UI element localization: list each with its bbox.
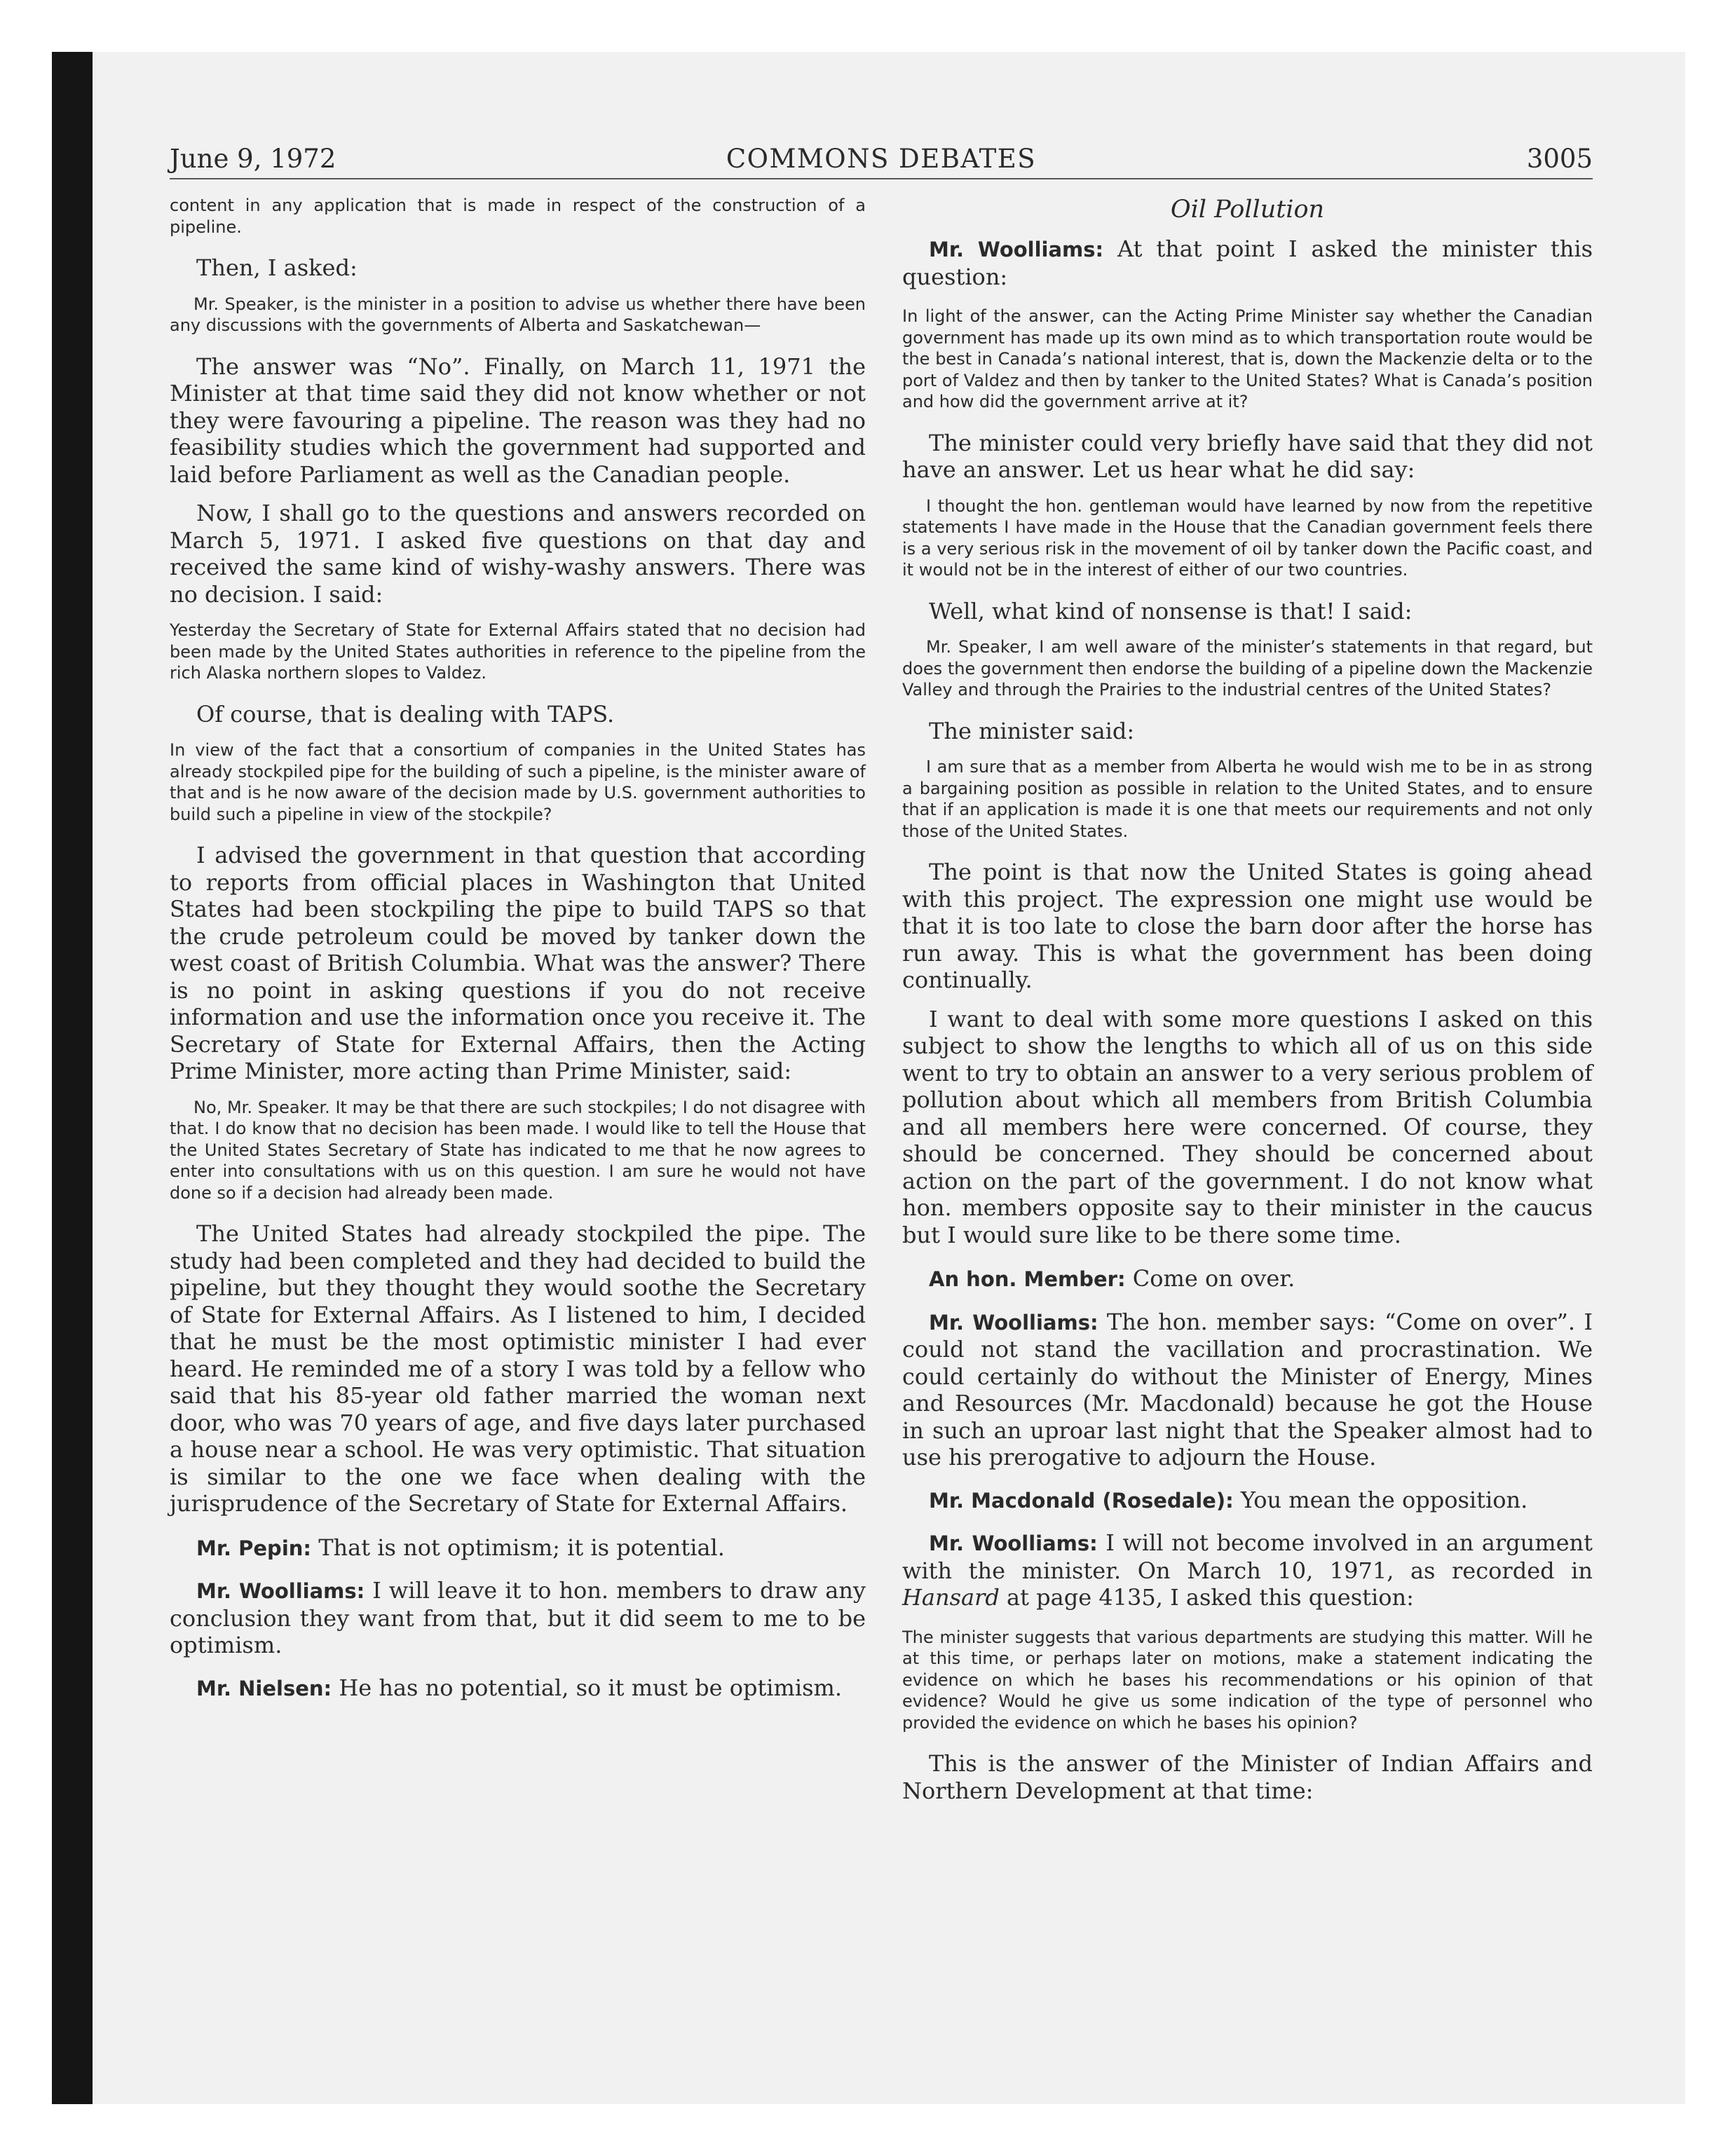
speech-text: at page 4135, I asked this question: <box>999 1584 1414 1611</box>
speech-paragraph <box>170 1674 866 1703</box>
quotation: In view of the fact that a consortium of companies in the United States has already stockpiled pipe for the building of such a pipeline, is the minister aware of that and is he now aware of the decision made by U.S. government authorities to build such a pipeline in view of the stockpile? <box>170 740 866 824</box>
paragraph: The minister could very briefly have said that they did not have an answer. Let us hear what he did say: <box>902 429 1593 483</box>
section-heading: Oil Pollution <box>1170 196 1325 224</box>
speech-paragraph <box>902 1265 1593 1293</box>
hansard-reference: Hansard <box>902 1584 1000 1611</box>
quotation: content in any application that is made in respect of the construction of a pipeline. <box>170 196 866 237</box>
header-date: June 9, 1972 <box>170 144 336 174</box>
speech-paragraph <box>902 236 1593 290</box>
speech-text: I will not become involved in an argument with the minister. On March 10, 1971, as recorded in <box>902 1529 1593 1584</box>
binding-edge-shadow <box>52 52 93 2104</box>
quotation: Yesterday the Secretary of State for External Affairs stated that no decision had been made by the United States authorities in reference to the pipeline from the rich Alaska northern slopes to Valdez. <box>170 620 866 683</box>
paragraph: The answer was “No”. Finally, on March 11, 1971 the Minister at that time said they did not know whether or not they were favouring a pipeline. The reason was they had no feasibility studies which the government had supported and laid before Parliament as well as the Canadian people. <box>170 353 866 488</box>
speech-paragraph <box>170 1577 866 1659</box>
speech-text: That is not optimism; it is potential. <box>311 1534 725 1561</box>
speech-paragraph <box>902 1487 1593 1515</box>
quotation: I thought the hon. gentleman would have learned by now from the repetitive statements I have made in the House that the Canadian government feels there is a very serious risk in the movement of oil by tanker down the Pacific coast, and it would not be in the interest of either of our two countries. <box>902 496 1593 580</box>
paragraph: I want to deal with some more questions I asked on this subject to show the lengths to which all of us on this side went to try to obtain an answer to a very serious problem of pollution about which all members from British Columbia and all members here were concerned. Of course, they should be concerned. They should be concerned about action on the part of the government. I do not know what hon. members opposite say to their minister in the caucus but I would sure like to be there some time. <box>902 1005 1593 1248</box>
speech-paragraph <box>902 1529 1593 1611</box>
page-header <box>170 142 1593 179</box>
speech-paragraph <box>170 1534 866 1562</box>
speech-text: At that point I asked the minister this question: <box>902 236 1593 290</box>
speech-text: He has no potential, so it must be optimism. <box>332 1674 843 1701</box>
speaker-name: An hon. Member: <box>929 1267 1126 1291</box>
quotation: Mr. Speaker, I am well aware of the minister’s statements in that regard, but does the government then endorse the building of a pipeline down the Mackenzie Valley and through the Prairies to the industrial centres of the United States? <box>902 637 1593 700</box>
quotation: I am sure that as a member from Alberta he would wish me to be in as strong a bargaining position as possible in relation to the United States, and to ensure that if an application is made it is one that meets our requirements and not only those of the United States. <box>902 757 1593 841</box>
speaker-name: Mr. Woolliams: <box>196 1579 365 1603</box>
speaker-name: Mr. Woolliams: <box>929 1531 1098 1555</box>
speech-text: You mean the opposition. <box>1233 1486 1528 1513</box>
paragraph: The United States had already stockpiled the pipe. The study had been completed and they had decided to build the pipeline, but they thought they would soothe the Secretary of State for External Affairs. As I listened to him, I decided that he must be the most optimistic minister I had ever heard. He reminded me of a story I was told by a fellow who said that his 85-year old father married the woman next door, who was 70 years of age, and five days later purchased a house near a school. He was very optimistic. That situation is similar to the one we face when dealing with the jurisprudence of the Secretary of State for External Affairs. <box>170 1220 866 1517</box>
quotation: Mr. Speaker, is the minister in a position to advise us whether there have been any discussions with the governments of Alberta and Saskatchewan— <box>170 294 866 335</box>
speaker-name: Mr. Nielsen: <box>196 1676 332 1700</box>
paragraph: This is the answer of the Minister of Indian Affairs and Northern Development at that time: <box>902 1750 1593 1804</box>
paragraph: Well, what kind of nonsense is that! I said: <box>929 597 1413 625</box>
paragraph: The minister said: <box>929 717 1135 744</box>
paragraph: Of course, that is dealing with TAPS. <box>196 700 615 728</box>
speech-text: The hon. member says: “Come on over”. I could not stand the vacillation and procrastination. We could certainly do without the Minister of Energy, Mines and Resources (Mr. Macdonald) because he got the House in such an uproar last night that the Speaker almost had to use his prerogative to adjourn the House. <box>902 1308 1593 1471</box>
speaker-name: Mr. Woolliams: <box>929 238 1104 261</box>
left-column <box>170 195 866 1717</box>
right-column <box>902 195 1593 1816</box>
speaker-name: Mr. Macdonald (Rosedale): <box>929 1488 1234 1513</box>
paragraph: Then, I asked: <box>196 254 358 281</box>
header-title: COMMONS DEBATES <box>726 144 1037 174</box>
speaker-name: Mr. Woolliams: <box>929 1310 1098 1335</box>
speaker-name: Mr. Pepin: <box>196 1536 312 1560</box>
paragraph: I advised the government in that question that according to reports from official places in Washington that United States had been stockpiling the pipe to build TAPS so that the crude petroleum could be moved by tanker down the west coast of British Columbia. What was the answer? There is no point in asking questions if you do not receive information and use the information once you receive it. The Secretary of State for External Affairs, then the Acting Prime Minister, more acting than Prime Minister, said: <box>170 842 866 1084</box>
quotation: In light of the answer, can the Acting Prime Minister say whether the Canadian government has made up its own mind as to which transportation route would be the best in Canada’s national interest, that is, down the Mackenzie delta or to the port of Valdez and then by tanker to the United States? What is Canada’s position and how did the government arrive at it? <box>902 306 1593 411</box>
speech-paragraph <box>902 1309 1593 1471</box>
speech-text: I will leave it to hon. members to draw any conclusion they want from that, but it did seem to me to be optimism. <box>170 1577 866 1658</box>
paragraph: The point is that now the United States is going ahead with this project. The expression one might use would be that it is too late to close the barn door after the horse has run away. This is what the government has been doing continually. <box>902 859 1593 993</box>
header-page-number: 3005 <box>1526 144 1593 174</box>
quotation: The minister suggests that various departments are studying this matter. Will he at this time, or perhaps later on motions, make a statement indicating the evidence on which he bases his recommendations or his opinion of that evidence? Would he give us some indication of the type of personnel who provided the evidence on which he bases his opinion? <box>902 1627 1593 1733</box>
quotation: No, Mr. Speaker. It may be that there are such stockpiles; I do not disagree with that. I do know that no decision has been made. I would like to tell the House that the United States Secretary of State has indicated to me that he now agrees to enter into consultations with us on this question. I am sure he would not have done so if a decision had already been made. <box>170 1097 866 1203</box>
speech-text: Come on over. <box>1125 1265 1295 1292</box>
paragraph: Now, I shall go to the questions and answers recorded on March 5, 1971. I asked five questions on that day and received the same kind of wishy-washy answers. There was no decision. I said: <box>170 500 866 608</box>
